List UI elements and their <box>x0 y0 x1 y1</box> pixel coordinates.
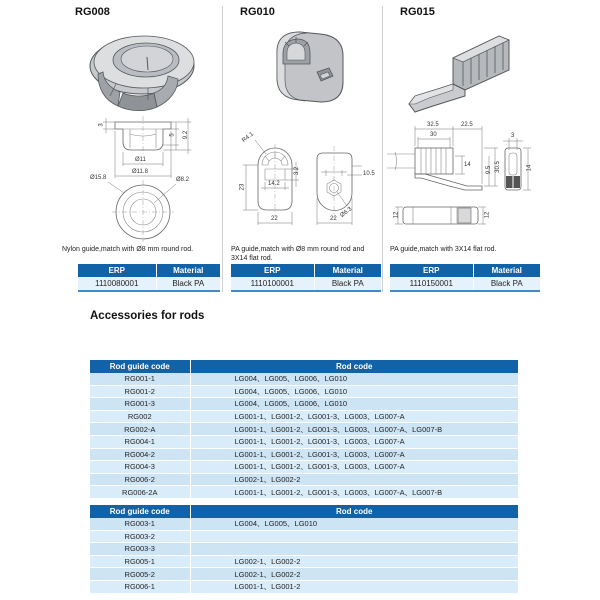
rod-code-cell: LG002-1、LG002-2 <box>190 568 518 581</box>
rod-code-cell: LG001-1、LG001-2、LG001-3、LG003、LG007-A <box>190 435 518 448</box>
dim-label: 9.2 <box>183 130 190 140</box>
spec-header-material: Material <box>156 264 220 277</box>
rod-guide-code-cell: RG004-2 <box>90 448 190 461</box>
table-row <box>90 555 518 568</box>
erp-value: 1110100001 <box>231 277 314 291</box>
rod-guide-code-cell: RG002 <box>90 410 190 423</box>
dim-label: 14 <box>464 162 471 168</box>
table-row <box>90 486 518 499</box>
table-header-row <box>90 505 518 518</box>
rod-code-cell: LG001-1、LG001-2、LG001-3、LG003、LG007-A <box>190 448 518 461</box>
rod-guide-code-cell: RG005-1 <box>90 555 190 568</box>
table-row <box>90 518 518 530</box>
rod-code-cell <box>190 530 518 543</box>
rod-guide-code-cell: RG004-3 <box>90 461 190 474</box>
rod-guide-code-cell: RG006-2A <box>90 486 190 499</box>
table-row <box>90 398 518 411</box>
rod-guide-code-cell: RG006-2 <box>90 473 190 486</box>
rod-guide-code-cell: RG006-1 <box>90 580 190 593</box>
dim-label: 23 <box>239 183 246 191</box>
spec-table <box>390 264 540 292</box>
rod-guide-code-cell: RG001-3 <box>90 398 190 411</box>
dim-label: Ø11 <box>135 157 146 163</box>
table-row <box>90 448 518 461</box>
dim-label: 3.2 <box>294 166 301 176</box>
table-row <box>90 580 518 593</box>
dim-label: 5 <box>169 133 176 137</box>
product-title: RG015 <box>400 6 435 18</box>
product-card-rg010 <box>225 0 382 300</box>
rod-guide-code-cell: RG004-1 <box>90 435 190 448</box>
rod-guide-code-cell: RG001-1 <box>90 373 190 385</box>
rod-guide-code-header: Rod guide code <box>90 505 190 518</box>
table-row <box>90 473 518 486</box>
dim-label: 22 <box>330 216 337 222</box>
spec-table <box>231 264 381 292</box>
spec-header-erp: ERP <box>231 264 314 277</box>
rod-code-cell: LG002-1、LG002-2 <box>190 555 518 568</box>
product-card-rg015 <box>385 0 545 300</box>
product-title: RG010 <box>240 6 275 18</box>
rod-guide-code-header: Rod guide code <box>90 360 190 373</box>
material-value: Black PA <box>473 277 540 291</box>
dim-label: 14 <box>526 164 533 172</box>
dim-label: R4.1 <box>241 131 255 144</box>
rod-code-header: Rod code <box>190 505 518 518</box>
rod-code-cell: LG004、LG005、LG006、LG010 <box>190 373 518 385</box>
technical-drawing <box>225 118 382 243</box>
rod-code-cell: LG004、LG005、LG010 <box>190 518 518 530</box>
dim-label: 12 <box>484 211 491 219</box>
rod-code-cell: LG001-1、LG001-2、LG001-3、LG003、LG007-A、LG007-B <box>190 486 518 499</box>
dim-label: Ø8.2 <box>176 177 190 183</box>
rod-code-cell <box>190 543 518 556</box>
table-row <box>90 543 518 556</box>
erp-value: 1110150001 <box>390 277 473 291</box>
dim-label: 22 <box>271 216 278 222</box>
spec-header-erp: ERP <box>390 264 473 277</box>
table-header-row <box>90 360 518 373</box>
product-card-rg008 <box>60 0 222 300</box>
product-3d-render-icon <box>60 24 222 114</box>
rod-code-header: Rod code <box>190 360 518 373</box>
section-heading: Accessories for rods <box>90 310 205 322</box>
rod-code-cell: LG001-1、LG001-2、LG001-3、LG003、LG007-A <box>190 410 518 423</box>
product-description: PA guide,match with 3X14 flat rod. <box>390 246 497 253</box>
dim-label: 3 <box>98 123 105 127</box>
rod-code-cell: LG002-1、LG002-2 <box>190 473 518 486</box>
table-row <box>90 568 518 581</box>
dim-label: 32.5 <box>427 122 439 128</box>
rod-code-cell: LG001-1、LG001-2、LG001-3、LG003、LG007-A、LG007-B <box>190 423 518 436</box>
table-row <box>90 385 518 398</box>
table-row <box>90 435 518 448</box>
spec-header-material: Material <box>314 264 381 277</box>
rod-guide-code-cell: RG003-2 <box>90 530 190 543</box>
dim-label: Ø11.8 <box>132 169 148 175</box>
rod-guide-code-cell: RG005-2 <box>90 568 190 581</box>
rod-guide-table-1 <box>90 360 518 499</box>
table-row <box>90 461 518 474</box>
table-row <box>90 373 518 385</box>
technical-drawing <box>60 112 222 242</box>
dim-label: 30 <box>430 132 437 138</box>
rod-guide-table-2 <box>90 505 518 594</box>
table-row <box>90 423 518 436</box>
spec-header-material: Material <box>473 264 540 277</box>
dim-label: 9.5 <box>486 165 493 175</box>
table-row <box>90 530 518 543</box>
dim-label: 30.5 <box>494 161 501 173</box>
product-3d-render-icon <box>385 24 545 119</box>
column-divider <box>222 6 223 292</box>
rod-code-cell: LG001-1、LG001-2 <box>190 580 518 593</box>
rod-guide-code-cell: RG003-3 <box>90 543 190 556</box>
product-title: RG008 <box>75 6 110 18</box>
product-description: Nylon guide,match with Ø8 mm round rod. <box>62 246 194 253</box>
dim-label: 22.5 <box>461 122 473 128</box>
dim-label: 3 <box>511 133 515 139</box>
technical-drawing <box>385 112 545 242</box>
dim-label: 12 <box>393 211 400 219</box>
material-value: Black PA <box>156 277 220 291</box>
rod-code-cell: LG001-1、LG001-2、LG001-3、LG003、LG007-A <box>190 461 518 474</box>
dim-label: 10.5 <box>363 171 375 177</box>
rod-code-cell: LG004、LG005、LG006、LG010 <box>190 398 518 411</box>
spec-header-erp: ERP <box>78 264 156 277</box>
rod-code-cell: LG004、LG005、LG006、LG010 <box>190 385 518 398</box>
material-value: Black PA <box>314 277 381 291</box>
product-3d-render-icon <box>225 24 382 114</box>
erp-value: 1110080001 <box>78 277 156 291</box>
dim-label: 14.2 <box>268 181 280 187</box>
table-row <box>90 410 518 423</box>
spec-table <box>78 264 220 292</box>
rod-guide-code-cell: RG003-1 <box>90 518 190 530</box>
rod-guide-code-cell: RG002-A <box>90 423 190 436</box>
product-description: PA guide,match with Ø8 mm round rod and 3X14 flat rod. <box>231 246 365 262</box>
dim-label: Ø6.3 <box>339 206 354 219</box>
dim-label: Ø15.8 <box>90 175 107 181</box>
rod-guide-code-cell: RG001-2 <box>90 385 190 398</box>
column-divider <box>382 6 383 292</box>
